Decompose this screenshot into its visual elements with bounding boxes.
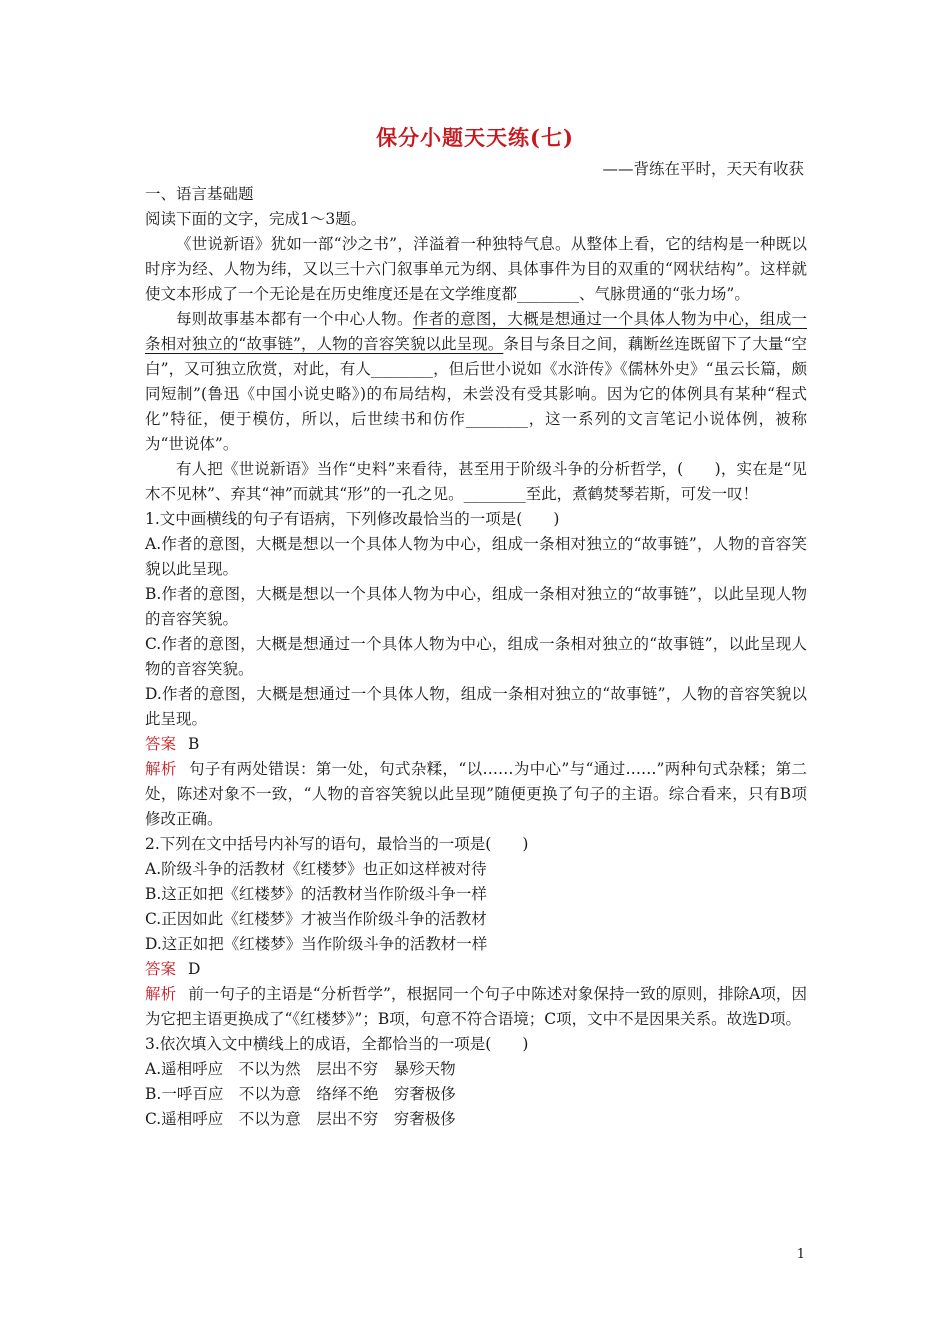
question-1-answer [145,732,807,757]
underlined-sentence: 作者的意图，大概是想通过一个具体人物为中心，组成一条相对独立的“故事链”，人物的音容笑貌以此呈现。 [145,310,807,353]
passage-paragraph-2 [145,307,807,457]
question-3-stem: 3.依次填入文中横线上的成语，全都恰当的一项是( ) [145,1035,529,1053]
analysis-label: 解析 [145,985,177,1003]
question-1-option-c: C.作者的意图，大概是想通过一个具体人物为中心，组成一条相对独立的“故事链”，以此呈现人物的音容笑貌。 [145,635,807,678]
passage-p2-lead: 每则故事基本都有一个中心人物。 [176,310,413,328]
question-1-analysis [145,757,807,832]
question-2-analysis [145,982,807,1032]
question-3-option-a: A.遥相呼应 不以为然 层出不穷 暴殄天物 [145,1060,456,1078]
analysis-text: 前一句子的主语是“分析哲学”，根据同一个句子中陈述对象保持一致的原则，排除A项，因为它把主语更换成了“《红楼梦》”；B项，句意不符合语境；C项，文中不是因果关系。故选D项。 [145,985,807,1028]
reading-instruction: 阅读下面的文字，完成1～3题。 [145,210,367,228]
answer-label: 答案 [145,735,177,753]
question-2-answer [145,957,807,982]
question-1-option-a: A.作者的意图，大概是想以一个具体人物为中心，组成一条相对独立的“故事链”，人物的音容笑貌以此呈现。 [145,535,807,578]
page-title: 保分小题天天练(七) [376,125,574,150]
answer-label: 答案 [145,960,177,978]
question-2-stem: 2.下列在文中括号内补写的语句，最恰当的一项是( ) [145,835,529,853]
question-2-option-c: C.正因如此《红楼梦》才被当作阶级斗争的活教材 [145,910,487,928]
passage-p2-rest: 条目与条目之间，藕断丝连既留下了大量“空白”，又可独立欣赏，对此，有人________，但后世小说如《水浒传》《儒林外史》“虽云长篇，颇同短制”(鲁迅《中国小说史略》)的布局结构，未尝没有受其影响。因为它的体例具有某种“程式化”特征，便于模仿，所以，后世续书和仿作________，这一系列的文言笔记小说体例，被称为“世说体”。 [145,335,807,453]
passage-paragraph-3: 有人把《世说新语》当作“史料”来看待，甚至用于阶级斗争的分析哲学，( )，实在是“见木不见林”、弃其“神”而就其“形”的一孔之见。________至此，煮鹤焚琴若斯，可发一叹！ [145,460,807,503]
question-1-option-d: D.作者的意图，大概是想通过一个具体人物，组成一条相对独立的“故事链”，人物的音容笑貌以此呈现。 [145,685,807,728]
section-heading: 一、语言基础题 [145,185,254,203]
question-2-option-b: B.这正如把《红楼梦》的活教材当作阶级斗争一样 [145,885,487,903]
answer-value: B [188,735,200,753]
passage-paragraph-1: 《世说新语》犹如一部“沙之书”，洋溢着一种独特气息。从整体上看，它的结构是一种既以时序为经、人物为纬，又以三十六门叙事单元为纲、具体事件为目的双重的“网状结构”。这样就使文本形成了一个无论是在历史维度还是在文学维度都________、气脉贯通的“张力场”。 [145,235,807,303]
question-2-option-a: A.阶级斗争的活教材《红楼梦》也正如这样被对待 [145,860,487,878]
page-number: 1 [796,1247,805,1262]
analysis-text: 句子有两处错误：第一处，句式杂糅，“以……为中心”与“通过……”两种句式杂糅；第二处，陈述对象不一致，“人物的音容笑貌以此呈现”随便更换了句子的主语。综合看来，只有B项修改正确。 [145,760,807,828]
answer-value: D [188,960,201,978]
document-body [145,182,807,1132]
question-1-stem: 1.文中画横线的句子有语病，下列修改最恰当的一项是( ) [145,510,560,528]
analysis-label: 解析 [145,760,177,778]
question-3-option-b: B.一呼百应 不以为意 络绎不绝 穷奢极侈 [145,1085,456,1103]
question-3-option-c: C.遥相呼应 不以为意 层出不穷 穷奢极侈 [145,1110,456,1128]
question-1-option-b: B.作者的意图，大概是想以一个具体人物为中心，组成一条相对独立的“故事链”，以此呈现人物的音容笑貌。 [145,585,807,628]
page-subtitle: ——背练在平时，天天有收获 [602,160,804,178]
question-2-option-d: D.这正如把《红楼梦》当作阶级斗争的活教材一样 [145,935,488,953]
